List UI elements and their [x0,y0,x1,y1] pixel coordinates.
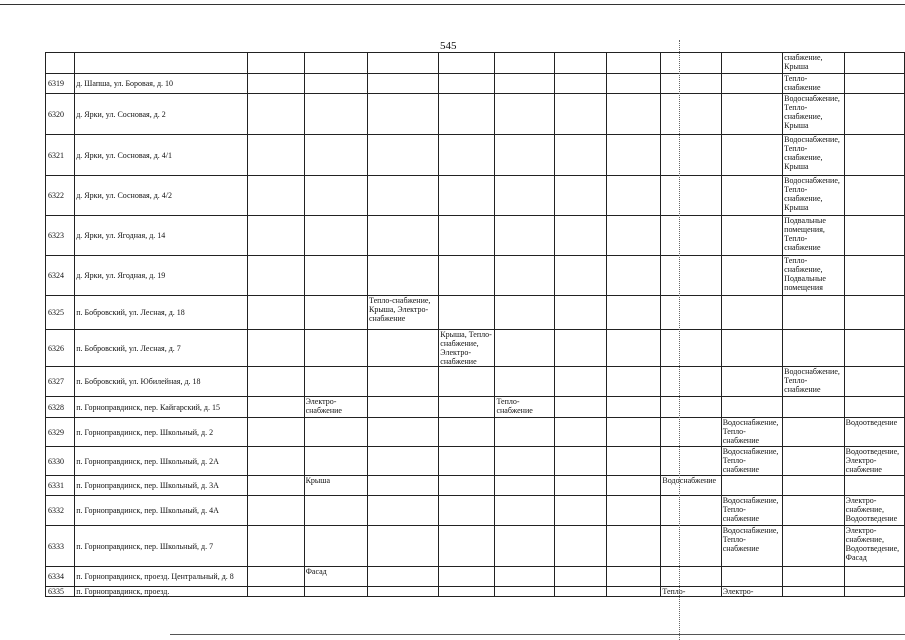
work-type-cell: Водоснабжение, Тепло-снабжение, Крыша [783,176,844,216]
work-type-cell [607,135,661,176]
work-type-cell: Тепло- [661,587,721,597]
table-row [46,74,905,94]
work-type-cell [439,256,495,296]
work-type-cell [439,567,495,587]
work-type-cell [495,496,554,526]
work-type-cell [304,135,367,176]
work-type-cell [783,418,844,447]
work-type-cell: Водоснабжение, Тепло-снабжение, Крыша [783,135,844,176]
work-type-cell [661,296,721,330]
work-type-cell [661,135,721,176]
work-type-cell [247,135,304,176]
work-type-cell [721,176,782,216]
work-type-cell [368,135,439,176]
work-type-cell: Электро-снабжение, Водоотведение, Фасад [844,526,904,567]
work-type-cell [247,256,304,296]
table-row [46,496,905,526]
work-type-cell [844,94,904,135]
work-type-cell [368,216,439,256]
work-type-cell [661,526,721,567]
work-type-cell [721,53,782,74]
work-type-cell [247,74,304,94]
work-type-cell: Водоснабжение, Тепло-снабжение [721,418,782,447]
work-type-cell: Тепло-снабжение [495,397,554,418]
work-type-cell [439,94,495,135]
row-number-cell: 6325 [46,296,75,330]
work-type-cell [783,397,844,418]
work-type-cell [721,216,782,256]
table-row [46,567,905,587]
work-type-cell [368,397,439,418]
address-cell: п. Горноправдинск, пер. Кайгарский, д. 15 [75,397,248,418]
table-row [46,397,905,418]
row-number-cell: 6319 [46,74,75,94]
work-type-cell [554,296,607,330]
work-type-cell [368,94,439,135]
table-row [46,476,905,496]
work-type-cell [495,296,554,330]
address-cell: д. Ярки, ул. Ягодная, д. 19 [75,256,248,296]
work-type-cell [783,330,844,367]
row-number-cell: 6328 [46,397,75,418]
work-type-cell [247,176,304,216]
work-type-cell [368,74,439,94]
work-type-cell [607,74,661,94]
work-type-cell: Тепло-снабжение [783,74,844,94]
work-type-cell [247,330,304,367]
work-type-cell [304,53,367,74]
work-type-cell [304,296,367,330]
work-type-cell [607,216,661,256]
work-type-cell: Водоснабжение, Тепло-снабжение [721,526,782,567]
work-type-cell [554,74,607,94]
address-cell: п. Горноправдинск, пер. Школьный, д. 3А [75,476,248,496]
work-type-cell [495,567,554,587]
work-type-cell [844,397,904,418]
address-cell: д. Ярки, ул. Сосновая, д. 4/1 [75,135,248,176]
work-type-cell [304,447,367,476]
work-type-cell [247,447,304,476]
work-type-cell [304,496,367,526]
table-row [46,256,905,296]
work-type-cell [661,94,721,135]
address-cell [75,53,248,74]
row-number-cell: 6330 [46,447,75,476]
work-type-cell [783,567,844,587]
row-number-cell: 6320 [46,94,75,135]
work-type-cell [495,94,554,135]
address-cell: п. Горноправдинск, пер. Школьный, д. 2А [75,447,248,476]
table-row [46,587,905,597]
work-type-cell [439,296,495,330]
table-row [46,135,905,176]
work-type-cell [721,397,782,418]
row-number-cell: 6323 [46,216,75,256]
address-cell: п. Горноправдинск, пер. Школьный, д. 4А [75,496,248,526]
work-type-cell [661,216,721,256]
work-type-cell [607,587,661,597]
work-type-cell [844,367,904,397]
work-type-cell [368,496,439,526]
work-type-cell [721,567,782,587]
work-type-cell [554,216,607,256]
scan-fold-mark [679,40,680,640]
address-cell: п. Горноправдинск, пер. Школьный, д. 2 [75,418,248,447]
work-type-cell [607,94,661,135]
work-type-cell [554,526,607,567]
row-number-cell: 6334 [46,567,75,587]
table-row [46,418,905,447]
work-type-cell: Подвальные помещения, Тепло-снабжение [783,216,844,256]
work-type-cell [304,418,367,447]
address-cell: д. Шапша, ул. Боровая, д. 10 [75,74,248,94]
address-cell: п. Бобровский, ул. Юбилейная, д. 18 [75,367,248,397]
work-type-cell [554,587,607,597]
work-type-cell [368,567,439,587]
work-type-cell [844,476,904,496]
work-type-cell [495,135,554,176]
work-type-cell [368,476,439,496]
work-type-cell [304,330,367,367]
work-type-cell [607,296,661,330]
work-type-cell [661,330,721,367]
work-type-cell [247,567,304,587]
work-type-cell [844,176,904,216]
work-type-cell [607,330,661,367]
work-type-cell [495,476,554,496]
table-row [46,330,905,367]
work-type-cell [368,526,439,567]
work-type-cell [607,53,661,74]
work-type-cell [554,476,607,496]
work-type-cell [368,447,439,476]
work-type-cell [247,587,304,597]
work-type-cell [607,447,661,476]
work-type-cell [368,367,439,397]
work-type-cell [607,476,661,496]
work-type-cell [495,53,554,74]
work-type-cell [721,256,782,296]
row-number-cell: 6324 [46,256,75,296]
work-type-cell [607,567,661,587]
work-type-cell [439,367,495,397]
work-type-cell [495,587,554,597]
work-type-cell [554,135,607,176]
work-type-cell: Водоотведение [844,418,904,447]
work-type-cell: Крыша, Тепло-снабжение, Электро-снабжение [439,330,495,367]
address-cell: д. Ярки, ул. Сосновая, д. 4/2 [75,176,248,216]
work-type-cell [554,567,607,587]
work-type-cell [495,526,554,567]
work-type-cell [247,296,304,330]
work-type-cell [439,74,495,94]
work-type-cell [783,587,844,597]
row-number-cell: 6335 [46,587,75,597]
work-type-cell [783,447,844,476]
work-type-cell [439,447,495,476]
work-type-cell [304,94,367,135]
work-type-cell [304,367,367,397]
work-type-cell: Водоснабжение, Тепло-снабжение [721,447,782,476]
work-type-cell [554,397,607,418]
work-type-cell [247,418,304,447]
table-row [46,367,905,397]
row-number-cell: 6329 [46,418,75,447]
bottom-scan-edge-line [170,634,905,635]
work-type-cell [844,74,904,94]
row-number-cell: 6331 [46,476,75,496]
work-type-cell: Тепло-снабжение, Крыша, Электро-снабжение [368,296,439,330]
work-type-cell [495,216,554,256]
work-type-cell [439,587,495,597]
work-type-cell: Водоснабжение, Тепло-снабжение, Крыша [783,94,844,135]
work-type-cell [554,94,607,135]
work-type-cell [495,74,554,94]
work-type-cell [661,74,721,94]
address-cell: п. Бобровский, ул. Лесная, д. 7 [75,330,248,367]
table-row [46,296,905,330]
work-type-cell: Водоснабжение, Тепло-снабжение [783,367,844,397]
work-type-cell [661,367,721,397]
row-number-cell: 6332 [46,496,75,526]
work-type-cell: Электро-снабжение [304,397,367,418]
work-type-cell [247,216,304,256]
work-type-cell [368,53,439,74]
work-type-cell [607,256,661,296]
work-type-cell [439,53,495,74]
work-type-cell: Фасад [304,567,367,587]
work-type-cell: Водоснабжение, Тепло-снабжение [721,496,782,526]
work-type-cell [721,476,782,496]
work-type-cell [495,176,554,216]
table-row [46,94,905,135]
work-type-cell [607,367,661,397]
work-type-cell: снабжение, Крыша [783,53,844,74]
work-type-cell [247,53,304,74]
row-number-cell [46,53,75,74]
work-type-cell [661,397,721,418]
work-type-cell [439,476,495,496]
table-row [46,176,905,216]
row-number-cell: 6321 [46,135,75,176]
work-type-cell [661,496,721,526]
work-type-cell: Электро- [721,587,782,597]
work-type-cell [783,476,844,496]
work-type-cell [439,397,495,418]
work-type-cell [304,216,367,256]
work-type-cell [661,567,721,587]
work-type-cell: Тепло-снабжение, Подвальные помещения [783,256,844,296]
work-type-cell [439,176,495,216]
work-type-cell: Водоснабжение [661,476,721,496]
work-type-cell [607,526,661,567]
work-type-cell [661,256,721,296]
work-type-cell [247,367,304,397]
table-row [46,526,905,567]
top-scan-edge-line [0,4,905,5]
address-cell: п. Горноправдинск, проезд. [75,587,248,597]
work-type-cell [844,296,904,330]
work-type-cell [304,176,367,216]
repair-schedule-table [45,52,905,597]
work-type-cell [554,418,607,447]
work-type-cell [304,526,367,567]
work-type-cell [844,135,904,176]
work-type-cell [439,216,495,256]
work-type-cell [368,330,439,367]
row-number-cell: 6322 [46,176,75,216]
page-number: 545 [440,40,457,52]
work-type-cell [661,176,721,216]
work-type-cell [495,330,554,367]
work-type-cell [721,296,782,330]
work-type-cell [844,567,904,587]
work-type-cell [439,496,495,526]
address-cell: д. Ярки, ул. Сосновая, д. 2 [75,94,248,135]
work-type-cell [554,447,607,476]
row-number-cell: 6326 [46,330,75,367]
work-type-cell [607,418,661,447]
work-type-cell [495,367,554,397]
work-type-cell [554,53,607,74]
work-type-cell [844,256,904,296]
work-type-cell [844,216,904,256]
work-type-cell [721,74,782,94]
work-type-cell [661,53,721,74]
work-type-cell [368,418,439,447]
work-type-cell [554,176,607,216]
work-type-cell [554,256,607,296]
address-cell: п. Горноправдинск, проезд. Центральный, д. 8 [75,567,248,587]
work-type-cell [554,367,607,397]
work-type-cell [721,330,782,367]
work-type-cell [368,176,439,216]
work-type-cell [247,526,304,567]
work-type-cell [607,397,661,418]
work-type-cell [783,296,844,330]
work-type-cell [439,418,495,447]
work-type-cell [721,135,782,176]
work-type-cell [368,587,439,597]
work-type-cell [554,496,607,526]
work-type-cell [495,256,554,296]
address-cell: д. Ярки, ул. Ягодная, д. 14 [75,216,248,256]
table-row [46,447,905,476]
row-number-cell: 6327 [46,367,75,397]
work-type-cell [844,53,904,74]
work-type-cell [247,496,304,526]
work-type-cell [495,418,554,447]
work-type-cell: Водоотведение, Электро-снабжение [844,447,904,476]
work-type-cell [304,256,367,296]
work-type-cell [661,418,721,447]
work-type-cell [495,447,554,476]
work-type-cell [439,526,495,567]
work-type-cell [304,587,367,597]
work-type-cell [844,587,904,597]
work-type-cell [721,94,782,135]
work-type-cell [368,256,439,296]
work-type-cell: Электро-снабжение, Водоотведение [844,496,904,526]
work-type-cell [783,496,844,526]
work-type-cell: Крыша [304,476,367,496]
work-type-cell [304,74,367,94]
work-type-cell [247,94,304,135]
address-cell: п. Бобровский, ул. Лесная, д. 18 [75,296,248,330]
work-type-cell [247,397,304,418]
work-type-cell [783,526,844,567]
work-type-cell [844,330,904,367]
work-type-cell [607,176,661,216]
work-type-cell [721,367,782,397]
work-type-cell [554,330,607,367]
work-type-cell [439,135,495,176]
row-number-cell: 6333 [46,526,75,567]
table-row [46,216,905,256]
work-type-cell [607,496,661,526]
address-cell: п. Горноправдинск, пер. Школьный, д. 7 [75,526,248,567]
work-type-cell [247,476,304,496]
work-type-cell [661,447,721,476]
table-row [46,53,905,74]
